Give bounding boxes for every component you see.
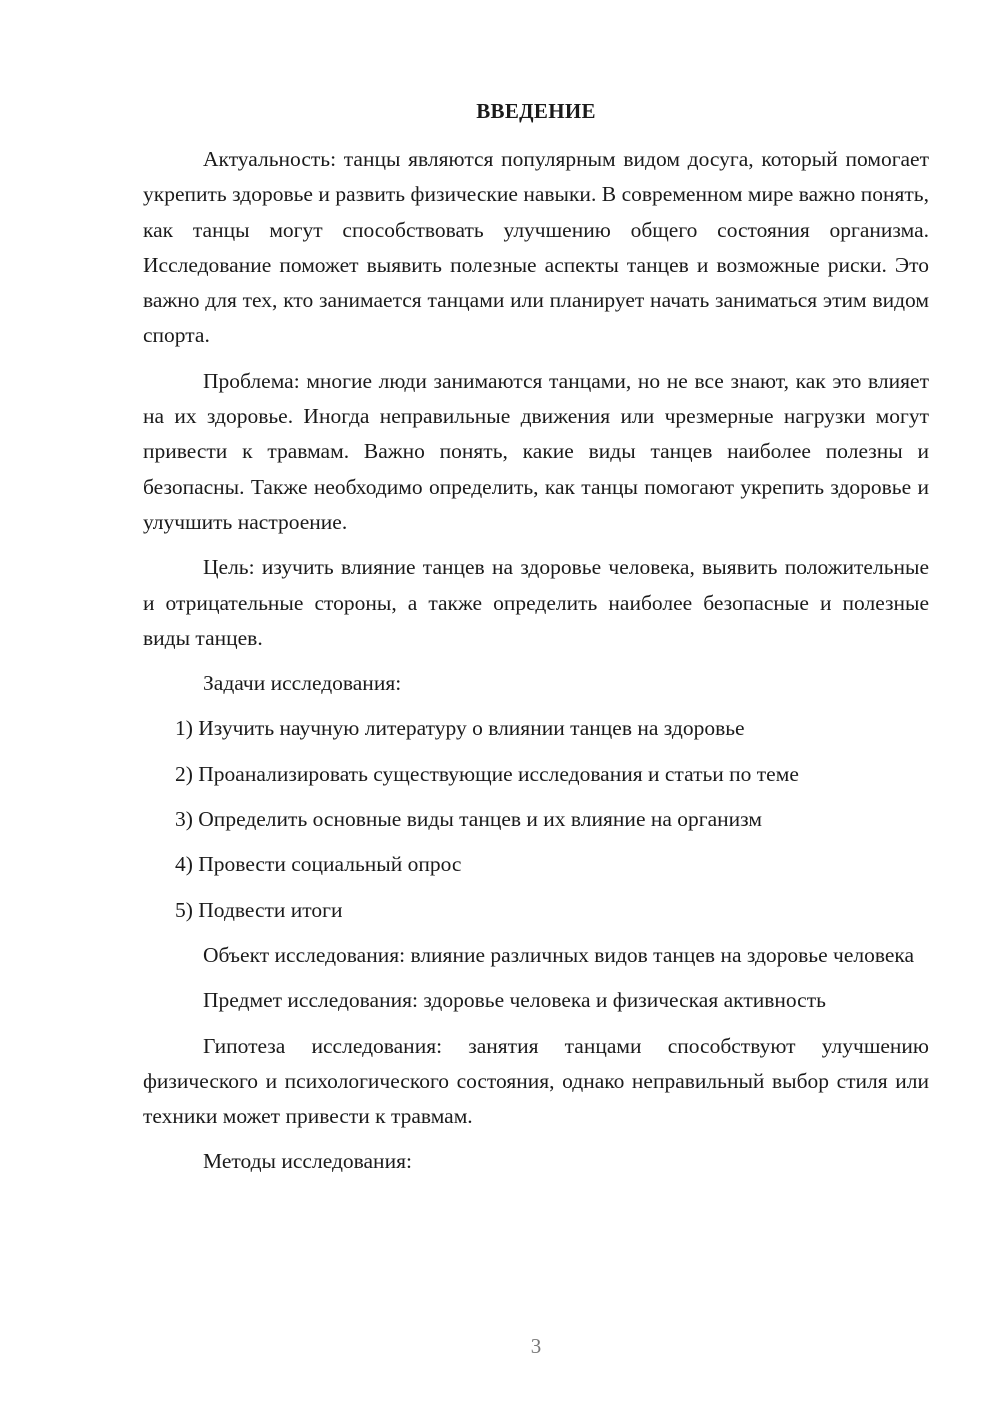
list-item: 5) Подвести итоги [175,897,343,922]
paragraph-goal: Цель: изучить влияние танцев на здоровье человека, выявить положительные и отрицательные стороны, а также определить наиболее безопасные и полезные виды танцев. [143,555,929,650]
list-item: 1) Изучить научную литературу о влиянии танцев на здоровье [175,716,745,741]
list-item: 2) Проанализировать существующие исследования и статьи по теме [175,761,799,786]
list-item: 4) Провести социальный опрос [175,852,462,877]
document-page [143,0,929,1414]
page-number: 3 [530,1334,542,1358]
paragraph-relevance: Актуальность: танцы являются популярным видом досуга, который помогает укрепить здоровье и развить физические навыки. В современном мире важно понять, как танцы могут способствовать улучшению общего состояния организма. Исследование поможет выявить полезные аспекты танцев и возможные риски. Это важно для тех, кто занимается танцами или планирует начать заниматься этим видом спорта. [143,147,929,348]
page-content [143,142,929,1180]
page-title: ВВЕДЕНИЕ [476,99,596,123]
paragraph-hypothesis: Гипотеза исследования: занятия танцами способствуют улучшению физического и психологического состояния, однако неправильный выбор стиля или техники может привести к травмам. [143,1033,929,1129]
paragraph-subject: Предмет исследования: здоровье человека и физическая активность [203,988,826,1013]
paragraph-problem: Проблема: многие люди занимаются танцами, но не все знают, как это влияет на их здоровье. Иногда неправильные движения или чрезмерные нагрузки могут привести к травмам. Важно понять, какие виды танцев наиболее полезны и безопасны. Также необходимо определить, как танцы помогают укрепить здоровье и улучшить настроение. [143,368,929,534]
methods-heading: Методы исследования: [203,1149,412,1174]
paragraph-object: Объект исследования: влияние различных видов танцев на здоровье человека [203,942,915,967]
tasks-heading: Задачи исследования: [203,671,402,696]
list-item: 3) Определить основные виды танцев и их влияние на организм [175,807,762,832]
